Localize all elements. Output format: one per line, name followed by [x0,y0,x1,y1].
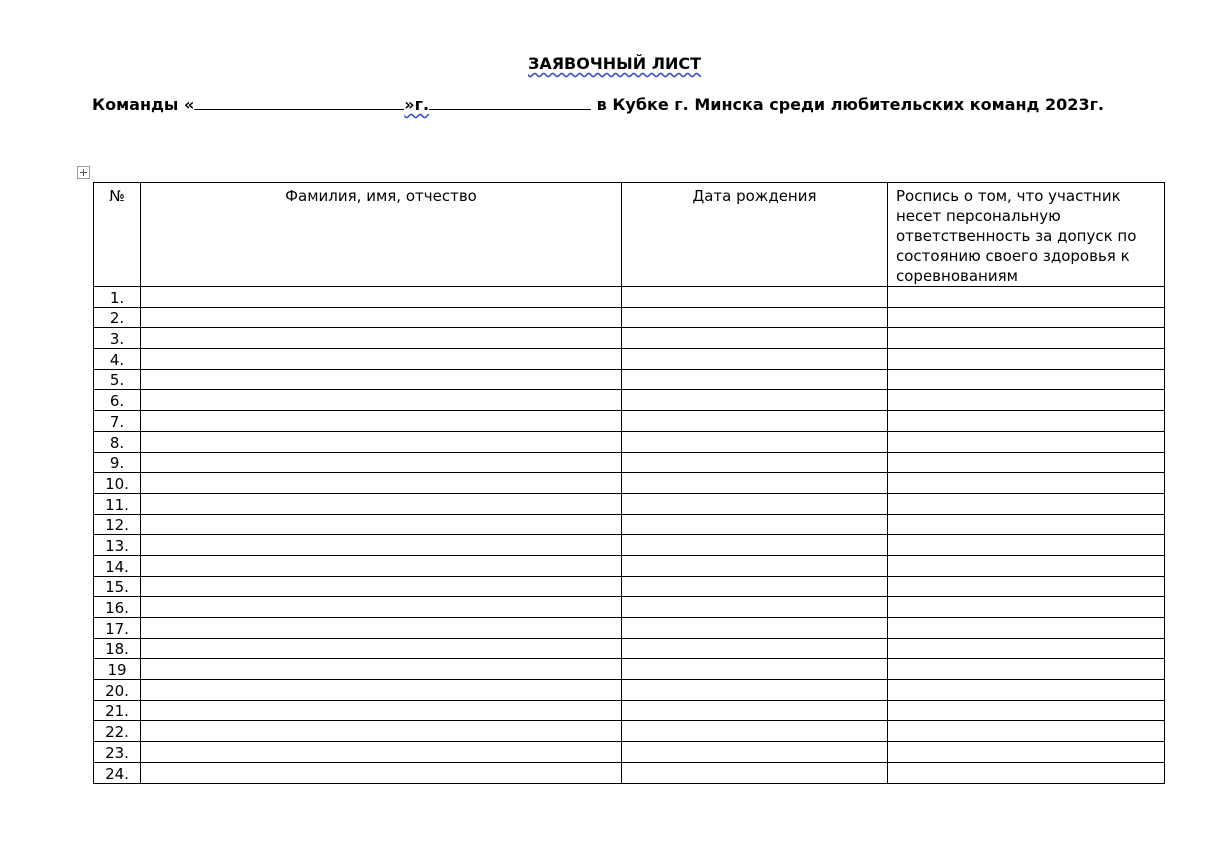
full-name-cell[interactable] [141,762,622,783]
table-row [94,369,1165,390]
birth-date-cell[interactable] [622,307,888,328]
table-row [94,680,1165,701]
document-title [0,54,1229,73]
header-birth-date: Дата рождения [622,183,888,287]
full-name-cell[interactable] [141,576,622,597]
table-row [94,307,1165,328]
signature-cell[interactable] [888,721,1165,742]
row-number: 17. [94,618,141,639]
row-number: 14. [94,555,141,576]
birth-date-cell[interactable] [622,638,888,659]
row-number: 11. [94,493,141,514]
table-row [94,721,1165,742]
full-name-cell[interactable] [141,349,622,370]
birth-date-cell[interactable] [622,493,888,514]
header-full-name: Фамилия, имя, отчество [141,183,622,287]
birth-date-cell[interactable] [622,535,888,556]
birth-date-cell[interactable] [622,555,888,576]
birth-date-cell[interactable] [622,328,888,349]
birth-date-cell[interactable] [622,390,888,411]
table-row [94,514,1165,535]
signature-cell[interactable] [888,328,1165,349]
row-number: 16. [94,597,141,618]
full-name-cell[interactable] [141,618,622,639]
table-row [94,700,1165,721]
table-row [94,493,1165,514]
document-title-text: ЗАЯВОЧНЫЙ ЛИСТ [527,54,702,73]
birth-date-cell[interactable] [622,287,888,308]
signature-cell[interactable] [888,287,1165,308]
signature-cell[interactable] [888,411,1165,432]
birth-date-cell[interactable] [622,659,888,680]
subtitle-suffix: в Кубке г. Минска среди любительских команд 2023г. [591,95,1105,114]
row-number: 2. [94,307,141,328]
row-number: 15. [94,576,141,597]
row-number: 19 [94,659,141,680]
table-row [94,576,1165,597]
birth-date-cell[interactable] [622,411,888,432]
birth-date-cell[interactable] [622,452,888,473]
birth-date-cell[interactable] [622,514,888,535]
full-name-cell[interactable] [141,680,622,701]
full-name-cell[interactable] [141,431,622,452]
table-row [94,390,1165,411]
table-row [94,287,1165,308]
full-name-cell[interactable] [141,307,622,328]
full-name-cell[interactable] [141,473,622,494]
row-number: 12. [94,514,141,535]
row-number: 10. [94,473,141,494]
header-number: № [94,183,141,287]
table-row [94,762,1165,783]
row-number: 9. [94,452,141,473]
city-blank[interactable] [429,94,591,110]
full-name-cell[interactable] [141,287,622,308]
roster-table-body [94,287,1165,784]
row-number: 6. [94,390,141,411]
signature-cell[interactable] [888,307,1165,328]
table-row [94,659,1165,680]
birth-date-cell[interactable] [622,680,888,701]
birth-date-cell[interactable] [622,618,888,639]
signature-cell[interactable] [888,555,1165,576]
signature-cell[interactable] [888,514,1165,535]
table-row [94,742,1165,763]
full-name-cell[interactable] [141,659,622,680]
table-row [94,638,1165,659]
signature-cell[interactable] [888,762,1165,783]
signature-cell[interactable] [888,700,1165,721]
signature-cell[interactable] [888,493,1165,514]
signature-cell[interactable] [888,742,1165,763]
row-number: 18. [94,638,141,659]
row-number: 20. [94,680,141,701]
signature-cell[interactable] [888,535,1165,556]
full-name-cell[interactable] [141,328,622,349]
full-name-cell[interactable] [141,742,622,763]
row-number: 22. [94,721,141,742]
signature-cell[interactable] [888,618,1165,639]
birth-date-cell[interactable] [622,349,888,370]
signature-cell[interactable] [888,638,1165,659]
table-row [94,349,1165,370]
table-row [94,473,1165,494]
birth-date-cell[interactable] [622,721,888,742]
table-row [94,597,1165,618]
table-row [94,555,1165,576]
row-number: 8. [94,431,141,452]
subtitle-middle-mark: »г. [404,95,430,114]
full-name-cell[interactable] [141,700,622,721]
full-name-cell[interactable] [141,721,622,742]
signature-cell[interactable] [888,349,1165,370]
table-row [94,328,1165,349]
full-name-cell[interactable] [141,638,622,659]
signature-cell[interactable] [888,431,1165,452]
birth-date-cell[interactable] [622,473,888,494]
row-number: 23. [94,742,141,763]
roster-table [93,182,1165,784]
full-name-cell[interactable] [141,452,622,473]
table-row [94,431,1165,452]
table-row [94,411,1165,432]
birth-date-cell[interactable] [622,369,888,390]
row-number: 21. [94,700,141,721]
row-number: 1. [94,287,141,308]
row-number: 13. [94,535,141,556]
team-name-blank[interactable] [194,94,404,110]
row-number: 7. [94,411,141,432]
birth-date-cell[interactable] [622,576,888,597]
table-row [94,535,1165,556]
signature-cell[interactable] [888,473,1165,494]
signature-cell[interactable] [888,680,1165,701]
table-row [94,618,1165,639]
full-name-cell[interactable] [141,390,622,411]
birth-date-cell[interactable] [622,742,888,763]
subtitle-prefix: Команды « [92,95,195,114]
row-number: 24. [94,762,141,783]
full-name-cell[interactable] [141,493,622,514]
signature-cell[interactable] [888,369,1165,390]
birth-date-cell[interactable] [622,597,888,618]
birth-date-cell[interactable] [622,431,888,452]
full-name-cell[interactable] [141,369,622,390]
full-name-cell[interactable] [141,535,622,556]
row-number: 5. [94,369,141,390]
birth-date-cell[interactable] [622,762,888,783]
table-move-handle-icon[interactable] [77,166,90,179]
table-header-row [94,183,1165,287]
signature-cell[interactable] [888,659,1165,680]
full-name-cell[interactable] [141,555,622,576]
signature-cell[interactable] [888,597,1165,618]
header-signature: Роспись о том, что участник несет персональную ответственность за допуск по состоянию своего здоровья к соревнованиям [888,183,1165,287]
signature-cell[interactable] [888,390,1165,411]
full-name-cell[interactable] [141,514,622,535]
signature-cell[interactable] [888,452,1165,473]
row-number: 4. [94,349,141,370]
full-name-cell[interactable] [141,411,622,432]
signature-cell[interactable] [888,576,1165,597]
table-row [94,452,1165,473]
document-subtitle [92,94,1104,114]
full-name-cell[interactable] [141,597,622,618]
row-number: 3. [94,328,141,349]
birth-date-cell[interactable] [622,700,888,721]
